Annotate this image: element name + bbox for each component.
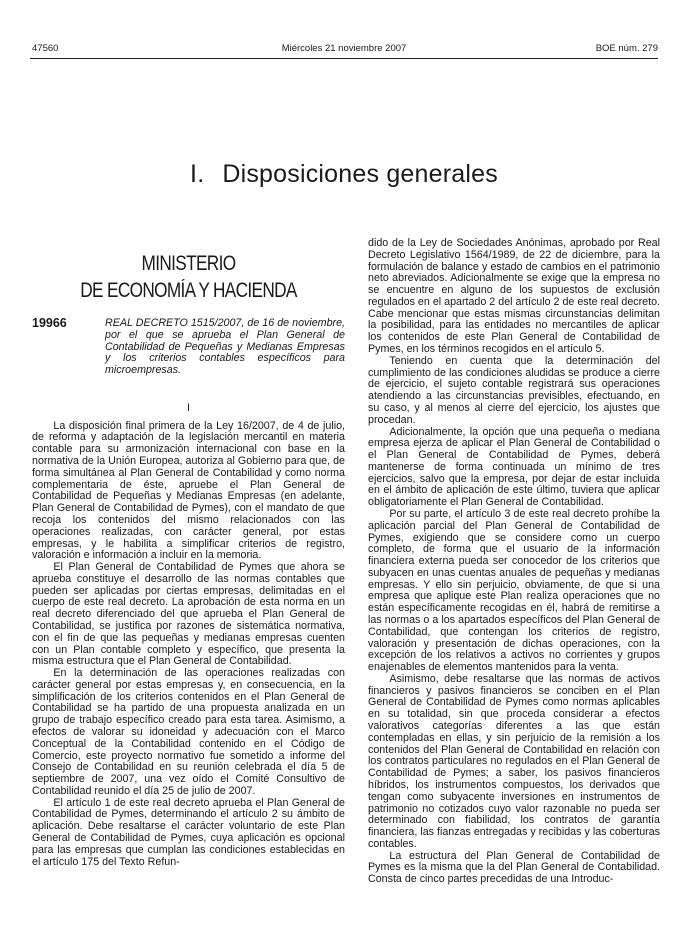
decree-title: REAL DECRETO 1515/2007, de 16 de noviembre, por el que se aprueba el Plan General de Contabilidad de Pequeñas y Medianas Empresas y los criterios contables específicos para microempresas. [105, 317, 345, 377]
paragraph: En la determinación de las operaciones realizadas con carácter general por estas empresas y, en consecuencia, en la simplificación de los criterios contenidos en el Plan General de Contabilidad se ha partido de una propuesta analizada en un grupo de trabajo específico creado para esta tarea. Asimismo, a efectos de valorar su idoneidad y adecuación con el Marco Conceptual de la Contabilidad contenido en el Código de Comercio, este proyecto normativo fue sometido a informe del Consejo de Contabilidad en su reunión celebrada el día 5 de septiembre de 2007, una vez oído el Comité Consultivo de Contabilidad reunido el día 25 de julio de 2007. [32, 667, 345, 797]
journal-issue: BOE núm. 279 [595, 43, 658, 54]
right-column [368, 238, 660, 886]
section-title: Disposiciones generales [222, 160, 498, 188]
paragraph: La disposición final primera de la Ley 16/2007, de 4 de julio, de reforma y adaptación de la legislación mercantil en materia contable para su armonización internacional con base en la normativa de la Unión Europea, autoriza al Gobierno para que, de forma simultánea al Plan General de Contabilidad y como norma complementaria de éste, apruebe el Plan General de Contabilidad de Pequeñas y Medianas Empresas (en adelante, Plan General de Contabilidad de Pymes), con el mandato de que recoja los contenidos del mismo relacionados con las operaciones realizadas, con carácter general, por estas empresas, y le habilita a simplificar criterios de registro, valoración e información a incluir en la memoria. [32, 419, 345, 562]
paragraph: El Plan General de Contabilidad de Pymes que ahora se aprueba constituye el desarrollo de las normas contables que pueden ser aplicadas por ciertas empresas, delimitadas en el cuerpo de este real decreto. La aprobación de esta norma en un real decreto diferenciado del que aprueba el Plan General de Contabilidad, se justifica por razones de sistemática normativa, con el fin de que las pequeñas y medianas empresas cuenten con un Plan contable completo y específico, que presenta la misma estructura que el Plan General de Contabilidad. [32, 561, 345, 668]
running-header [30, 43, 658, 57]
left-column [32, 250, 345, 868]
paragraph: Asimismo, debe resaltarse que las normas de activos financieros y pasivos financieros se conciben en el Plan General de Contabilidad de Pymes como normas aplicables en su totalidad, sin que proceda considerar a efectos valorativos categorías diferentes a las que están contempladas en ellas, y sin perjuicio de la remisión a los contenidos del Plan General de Contabilidad en relación con los contratos particulares no regulados en el Plan General de Contabilidad de Pymes; a saber, los pasivos financieros híbridos, los instrumentos compuestos, los derivados que tengan como subyacente inversiones en instrumentos de patrimonio no cotizados cuyo valor razonable no pueda ser determinado con fiabilidad, los contratos de garantía financiera, las fianzas entregadas y recibidas y las coberturas contables. [368, 672, 660, 850]
part-numeral: I [187, 401, 190, 414]
ministry-line-1: MINISTERIO [141, 252, 236, 275]
section-heading [0, 160, 688, 189]
decree-heading [32, 318, 345, 377]
page-number: 47560 [32, 43, 59, 54]
decree-number: 19966 [32, 316, 67, 330]
paragraph: dido de la Ley de Sociedades Anónimas, aprobado por Real Decreto Legislativo 1564/1989, de 22 de diciembre, para la formulación de balance y estado de cambios en el patrimonio neto abreviados. Adicionalmente se exige que la empresa no se encuentre en alguno de los supuestos de exclusión regulados en el apartado 2 del artículo 2 de este real decreto. Cabe mencionar que estas mismas circunstancias delimitan la posibilidad, para las entidades no mercantiles de aplicar los contenidos de este Plan General de Contabilidad de Pymes, en los términos recogidos en el artículo 5. [368, 237, 660, 356]
section-number: I. [190, 160, 205, 188]
issue-date: Miércoles 21 noviembre 2007 [281, 43, 407, 54]
ministry-line-2: DE ECONOMÍA Y HACIENDA [80, 279, 297, 302]
paragraph: Teniendo en cuenta que la determinación del cumplimiento de las condiciones aludidas se produce a cierre de ejercicio, el sujeto contable registrará sus operaciones atendiendo a las circunstancias previsibles, efectuando, en su caso, y al menos al cierre del ejercicio, los ajustes que procedan. [368, 354, 660, 426]
header-rule [30, 58, 658, 59]
paragraph: La estructura del Plan General de Contabilidad de Pymes es la misma que la del Plan General de Contabilidad. Consta de cinco partes precedidas de una Introduc- [368, 849, 660, 886]
paragraph: El artículo 1 de este real decreto aprueba el Plan General de Contabilidad de Pymes, determinando el artículo 2 su ámbito de aplicación. Debe resaltarse el carácter voluntario de este Plan General de Contabilidad de Pymes, cuya aplicación es opcional para las empresas que cumplan las condiciones establecidas en el artículo 175 del Texto Refun- [32, 796, 345, 868]
paragraph: Adicionalmente, la opción que una pequeña o mediana empresa ejerza de aplicar el Plan General de Contabilidad o el Plan General de Contabilidad de Pymes, deberá mantenerse de forma continuada un mínimo de tres ejercicios, salvo que la empresa, por dejar de estar incluida en el ámbito de aplicación de este último, tuviera que aplicar obligatoriamente el Plan General de Contabilidad. [368, 425, 660, 509]
paragraph: Por su parte, el artículo 3 de este real decreto prohíbe la aplicación parcial del Plan General de Contabilidad de Pymes, exigiendo que se considere como un cuerpo completo, de forma que el usuario de la información financiera externa pueda ser conocedor de los criterios que subyacen en unas cuentas anuales de pequeñas y medianas empresas. Y ello sin perjuicio, obviamente, de que si una empresa que aplique este Plan realiza operaciones que no están específicamente recogidas en él, habrá de remitirse a las normas o a los apartados específicos del Plan General de Contabilidad, que contengan los criterios de registro, valoración y presentación de dichas operaciones, con la excepción de los relativos a activos no corrientes y grupos enajenables de elementos mantenidos para la venta. [368, 507, 660, 674]
ministry-heading [32, 250, 345, 304]
